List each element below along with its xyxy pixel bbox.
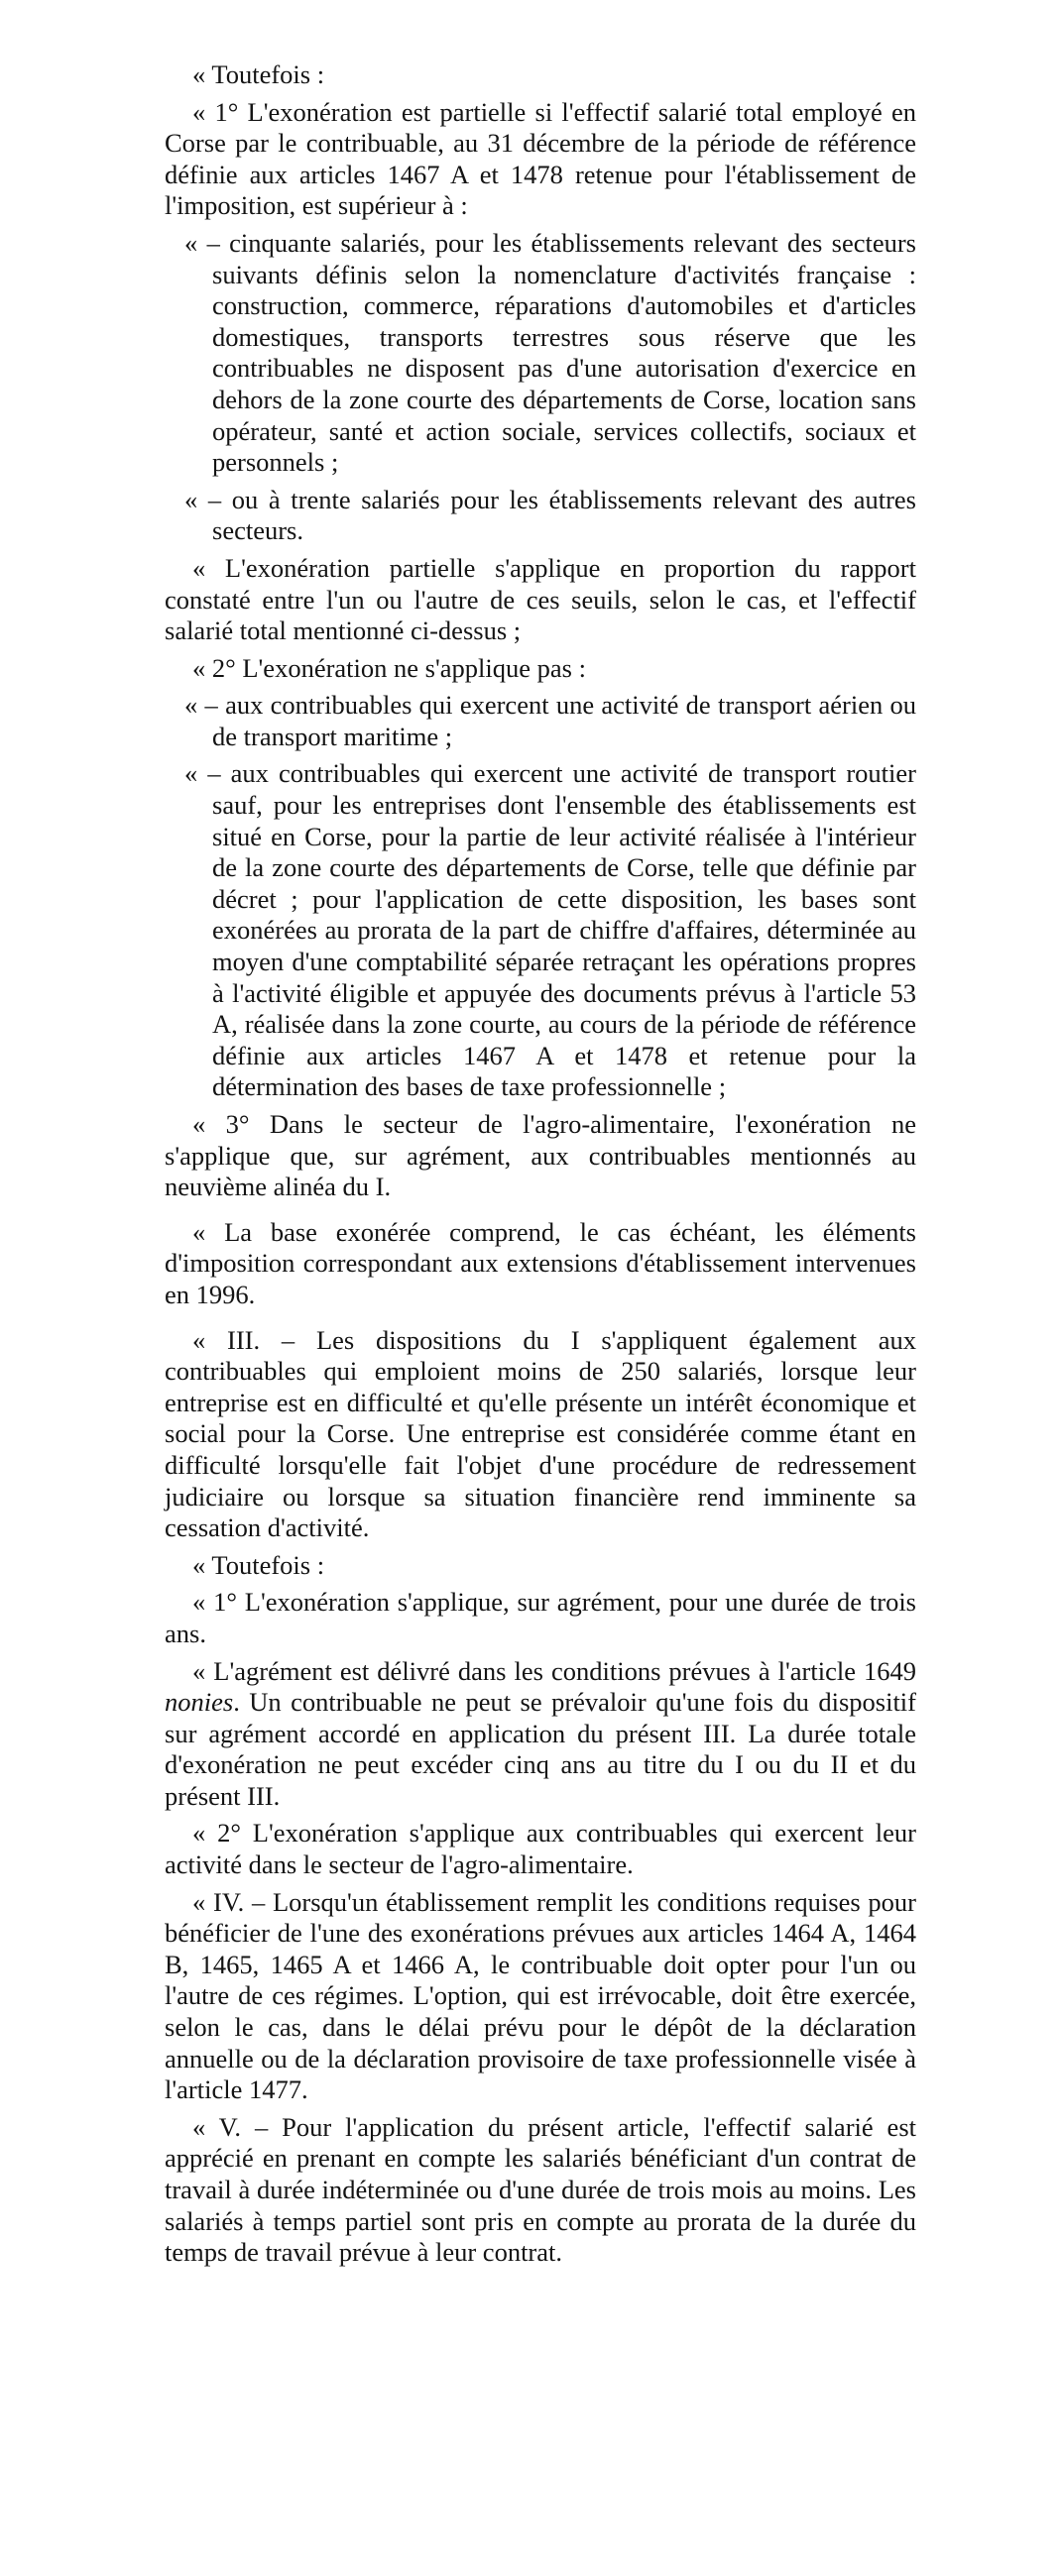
paragraph-toutefois-2: « Toutefois :: [192, 1549, 325, 1580]
dash-item-transport-routier: « – aux contribuables qui exercent une activité de transport routier sauf, pour les entreprises dont l'ensemble des établissements est situé en Corse, pour la partie de leur activité réalisée à l'intérieur de la zone courte des départements de Corse, telle que définie par décret ; pour l'application de cette disposition, les bases sont exonérées au prorata de la part de chiffre d'affaires, déterminée au moyen d'une comptabilité séparée retraçant les opérations propres à l'activité éligible et appuyée des documents prévus à l'article 53 A, réalisée dans la zone courte, au cours de la période de référence définie aux articles 1467 A et 1478 et retenue pour la détermination des bases de taxe professionnelle ;: [184, 758, 916, 1102]
dash-item-cinquante-salaries: « – cinquante salariés, pour les établissements relevant des secteurs suivants définis selon la nomenclature d'activités française : construction, commerce, réparations d'automobiles et d'articles domestiques, transports terrestres sous réserve que les contribuables ne disposent pas d'une autorisation d'exercice en dehors de la zone courte des départements de Corse, location sans opérateur, santé et action sociale, services collectifs, sociaux et personnels ;: [184, 227, 916, 478]
paragraph-exoneration-proportion: « L'exonération partielle s'applique en proportion du rapport constaté entre l'un ou l'autre de ces seuils, selon le cas, et l'effectif salarié total mentionné ci-dessus ;: [165, 552, 916, 646]
paragraph-2-agro-alimentaire: « 2° L'exonération s'applique aux contribuables qui exercent leur activité dans le secteur de l'agro-alimentaire.: [165, 1818, 916, 1880]
paragraph-section-iv: « IV. – Lorsqu'un établissement remplit les conditions requises pour bénéficier de l'une des exonérations prévues aux articles 1464 A, 1464 B, 1465, 1465 A et 1466 A, le contribuable doit opter pour l'un ou l'autre de ces régimes. L'option, qui est irrévocable, doit être exercée, selon le cas, dans le délai prévu pour le dépôt de la déclaration annuelle ou de la déclaration provisoire de taxe professionnelle visée à l'article 1477.: [165, 1886, 916, 2105]
paragraph-section-iii: « III. – Les dispositions du I s'appliquent également aux contribuables qui emploient moins de 250 salariés, lorsque leur entreprise est en difficulté et qu'elle présente un intérêt économique et social pour la Corse. Une entreprise est considérée comme étant en difficulté lorsqu'elle fait l'objet d'une procédure de redressement judiciaire ou lorsque sa situation financière rend imminente sa cessation d'activité.: [165, 1324, 916, 1543]
paragraph-3-agro-alimentaire: « 3° Dans le secteur de l'agro-alimentaire, l'exonération ne s'applique que, sur agrément, aux contribuables mentionnés au neuvième alinéa du I.: [165, 1109, 916, 1202]
paragraph-2-ne-s-applique-pas: « 2° L'exonération ne s'applique pas :: [192, 652, 586, 683]
paragraph-agrement-delivre: [165, 1656, 916, 1813]
document-page: [165, 59, 916, 2275]
agrement-text-after: . Un contribuable ne peut se prévaloir qu'une fois du dispositif sur agrément accordé en application du présent III. La durée totale d'exonération ne peut excéder cinq ans au titre du I ou du II et du présent III.: [165, 1687, 916, 1811]
paragraph-1-sur-agrement: « 1° L'exonération s'applique, sur agrément, pour une durée de trois ans.: [165, 1587, 916, 1648]
paragraph-toutefois-1: « Toutefois :: [192, 59, 325, 89]
agrement-text-italic: nonies: [165, 1687, 234, 1718]
dash-item-transport-aerien: « – aux contribuables qui exercent une activité de transport aérien ou de transport maritime ;: [184, 690, 916, 751]
agrement-text-before: « L'agrément est délivré dans les conditions prévues à l'article 1649: [192, 1655, 916, 1686]
dash-item-trente-salaries: « – ou à trente salariés pour les établissements relevant des autres secteurs.: [184, 484, 916, 546]
paragraph-section-v: « V. – Pour l'application du présent article, l'effectif salarié est apprécié en prenant en compte les salariés bénéficiant d'un contrat de travail à durée indéterminée ou d'une durée de trois mois au moins. Les salariés à temps partiel sont pris en compte au prorata de la durée du temps de travail prévue à leur contrat.: [165, 2111, 916, 2268]
paragraph-base-exoneree: « La base exonérée comprend, le cas échéant, les éléments d'imposition correspondant aux extensions d'établissement intervenues en 1996.: [165, 1216, 916, 1309]
paragraph-1-exoneration-partielle: « 1° L'exonération est partielle si l'effectif salarié total employé en Corse par le contribuable, au 31 décembre de la période de référence définie aux articles 1467 A et 1478 retenue pour l'établissement de l'imposition, est supérieur à :: [165, 96, 916, 221]
